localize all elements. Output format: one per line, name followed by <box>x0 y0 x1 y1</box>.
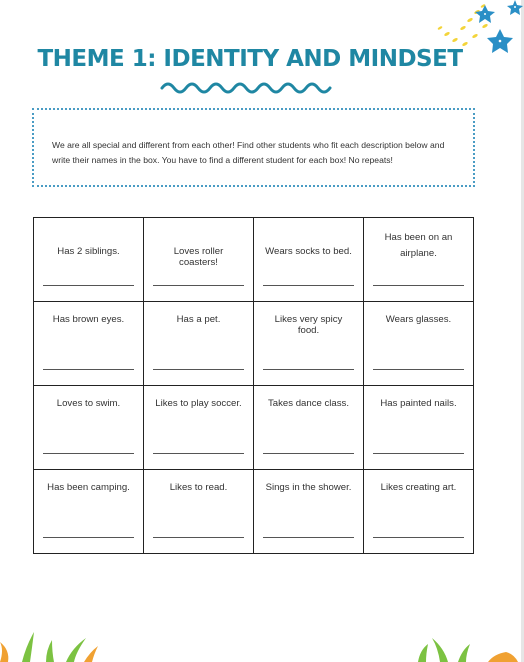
cell-prompt: Loves to swim. <box>56 398 121 409</box>
page-title: THEME 1: IDENTITY AND MINDSET <box>37 46 463 72</box>
grid-cell[interactable] <box>144 470 254 554</box>
name-line[interactable] <box>373 453 464 454</box>
grid-cell[interactable] <box>364 470 474 554</box>
grid-cell[interactable] <box>364 302 474 386</box>
grid-cell[interactable] <box>364 386 474 470</box>
grid-cell[interactable] <box>254 386 364 470</box>
wave-icon <box>160 80 340 94</box>
cell-prompt: Wears socks to bed. <box>265 246 352 257</box>
name-line[interactable] <box>153 537 244 538</box>
name-line[interactable] <box>153 369 244 370</box>
name-line[interactable] <box>153 285 244 286</box>
cell-prompt: Has a pet. <box>176 314 221 325</box>
name-line[interactable] <box>43 369 134 370</box>
cell-prompt: Has painted nails. <box>380 398 457 409</box>
cell-prompt: Has brown eyes. <box>52 314 125 325</box>
seaweed-icon <box>0 628 110 662</box>
cell-prompt: Takes dance class. <box>267 398 350 409</box>
name-line[interactable] <box>263 453 354 454</box>
bingo-grid <box>33 217 474 554</box>
name-line[interactable] <box>43 537 134 538</box>
cell-prompt: Likes very spicy food. <box>274 314 343 336</box>
cell-prompt: Loves roller coasters! <box>173 246 224 268</box>
grid-cell[interactable] <box>144 218 254 302</box>
grid-cell[interactable] <box>34 218 144 302</box>
instructions-text: We are all special and different from each other! Find other students who fit each description below and write their names in the box. You have to find a different student for each box! No repeats! <box>52 140 445 165</box>
name-line[interactable] <box>263 285 354 286</box>
cell-prompt: Likes creating art. <box>380 482 457 493</box>
name-line[interactable] <box>373 537 464 538</box>
grid-row <box>34 470 474 554</box>
name-line[interactable] <box>263 537 354 538</box>
name-line[interactable] <box>153 453 244 454</box>
grid-cell[interactable] <box>144 302 254 386</box>
name-line[interactable] <box>43 453 134 454</box>
cell-prompt: Wears glasses. <box>385 314 452 325</box>
grid-cell[interactable] <box>364 218 474 302</box>
grid-cell[interactable] <box>254 470 364 554</box>
cell-prompt: Has 2 siblings. <box>57 246 120 257</box>
cell-prompt: Sings in the shower. <box>265 482 352 493</box>
name-line[interactable] <box>373 285 464 286</box>
grid-cell[interactable] <box>34 302 144 386</box>
grid-cell[interactable] <box>254 218 364 302</box>
cell-prompt: Likes to read. <box>169 482 228 493</box>
grid-cell[interactable] <box>34 386 144 470</box>
grid-cell[interactable] <box>34 470 144 554</box>
cell-prompt: Has been camping. <box>47 482 130 493</box>
cell-prompt: Has been on an airplane. <box>384 232 453 259</box>
grid-row <box>34 218 474 302</box>
grid-row <box>34 386 474 470</box>
grid-cell[interactable] <box>144 386 254 470</box>
grid-row <box>34 302 474 386</box>
cell-prompt: Likes to play soccer. <box>155 398 242 409</box>
seaweed-icon <box>410 628 521 662</box>
name-line[interactable] <box>43 285 134 286</box>
grid-cell[interactable] <box>254 302 364 386</box>
name-line[interactable] <box>263 369 354 370</box>
instructions-box <box>32 108 475 187</box>
name-line[interactable] <box>373 369 464 370</box>
